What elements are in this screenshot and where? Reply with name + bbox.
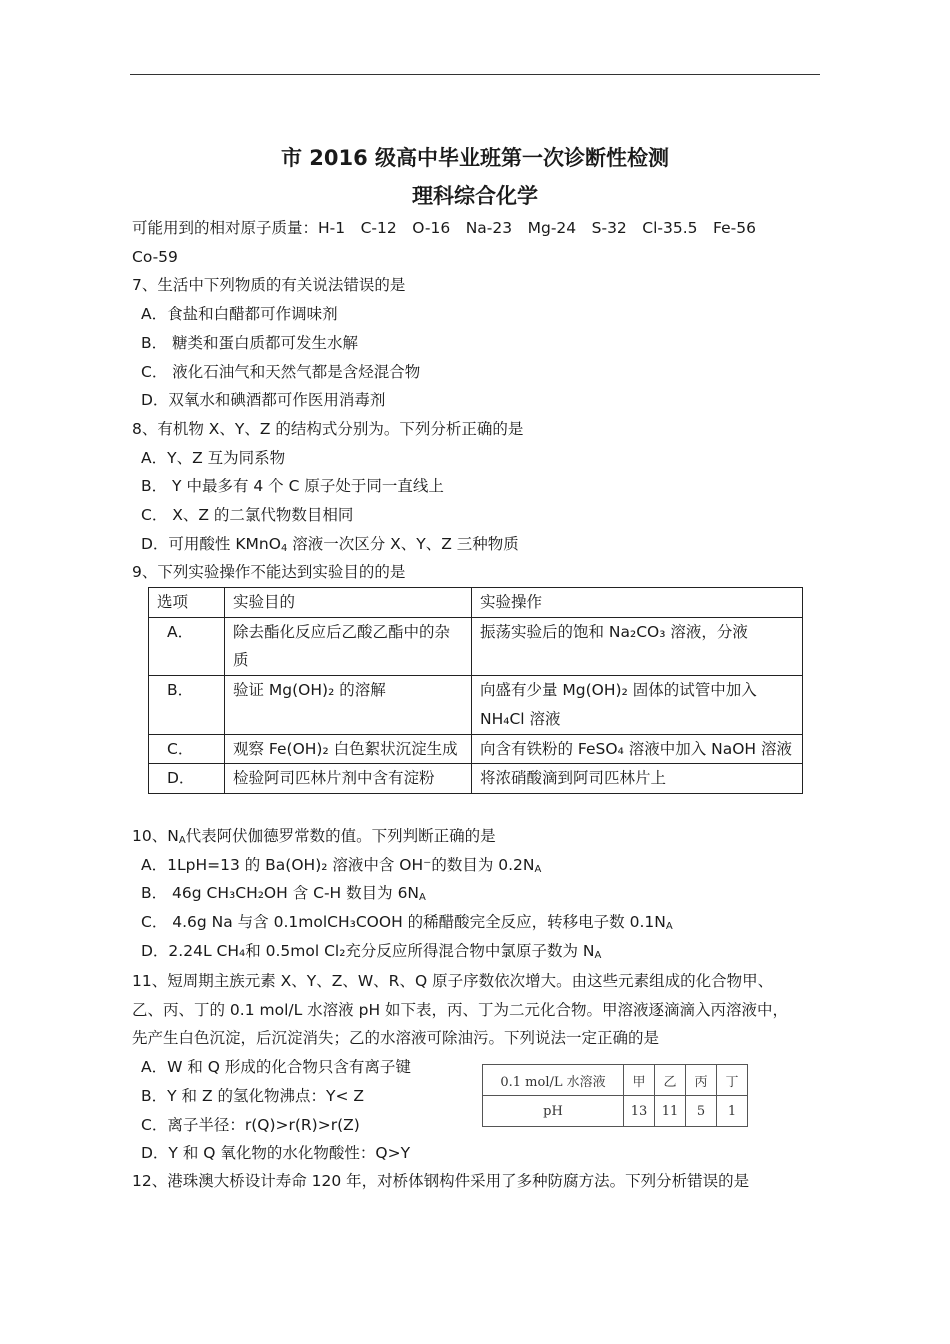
ph-table-header-row: [483, 1065, 748, 1096]
ph-table-row: [483, 1096, 748, 1127]
header-rule: [130, 74, 820, 75]
operation-cell: 振荡实验后的饱和 Na₂CO₃ 溶液，分液: [472, 617, 803, 675]
question-12-stem: 12、港珠澳大桥设计寿命 120 年，对桥体钢构件采用了多种防腐方法。下列分析错误的是: [132, 1172, 750, 1190]
table-row: [149, 676, 803, 734]
ph-value-cell: 1: [717, 1096, 748, 1127]
ph-value-cell: 11: [655, 1096, 686, 1127]
ph-header-cell: 甲: [624, 1065, 655, 1096]
operation-cell: 向含有铁粉的 FeSO₄ 溶液中加入 NaOH 溶液: [472, 734, 803, 764]
question-7-option-b: B． 糖类和蛋白质都可发生水解: [141, 333, 359, 352]
question-11-stem-line: 先产生白色沉淀，后沉淀消失；乙的水溶液可除油污。下列说法一定正确的是: [132, 1029, 660, 1048]
question-8-option-b: B． Y 中最多有 4 个 C 原子处于同一直线上: [141, 477, 444, 496]
question-10-option-c: [132, 908, 832, 937]
exam-content: [132, 214, 832, 587]
subscript: A: [178, 835, 186, 846]
ph-header-cell: 乙: [655, 1065, 686, 1096]
subscript: A: [419, 892, 426, 904]
experiment-table: [148, 587, 803, 794]
stem-text: 代表阿伏伽德罗常数的值。下列判断正确的是: [185, 827, 496, 845]
header-cell: 实验目的: [225, 588, 472, 618]
header-cell: 选项: [149, 588, 225, 618]
option-text: D．可用酸性 KMnO: [141, 534, 281, 553]
subscript: A: [665, 921, 673, 933]
option-text: B． 46g CH₃CH₂OH 含 C-H 数目为 6N: [141, 884, 420, 903]
ph-header-cell: 丙: [686, 1065, 717, 1096]
option-cell: C．: [149, 734, 225, 764]
option-cell: A．: [149, 617, 225, 675]
ph-header-cell: 丁: [717, 1065, 748, 1096]
subscript: A: [594, 949, 602, 961]
goal-cell: 除去酯化反应后乙酸乙酯中的杂质: [225, 617, 472, 675]
option-text: C． 4.6g Na 与含 0.1molCH₃COOH 的稀醋酸完全反应，转移电子数 0.1N: [141, 913, 666, 932]
operation-cell: 向盛有少量 Mg(OH)₂ 固体的试管中加入 NH₄Cl 溶液: [472, 676, 803, 734]
option-text: D．2.24L CH₄和 0.5mol Cl₂充分反应所得混合物中氯原子数为 N: [141, 941, 595, 960]
ph-table: [482, 1064, 748, 1127]
question-10-option-b: [132, 879, 832, 908]
table-row: [149, 734, 803, 764]
ph-value-cell: 5: [686, 1096, 717, 1127]
table-row: [149, 617, 803, 675]
subscript: A: [534, 863, 542, 875]
table-row: [149, 764, 803, 794]
question-10-option-d: [132, 937, 832, 966]
question-9-stem: 9、下列实验操作不能达到实验目的的是: [132, 563, 406, 582]
question-7-stem: 7、生活中下列物质的有关说法错误的是: [132, 276, 406, 295]
question-11-stem-line: 乙、丙、丁的 0.1 mol/L 水溶液 pH 如下表，丙、丁为二元化合物。甲溶液逐滴滴入丙溶液中，: [132, 1000, 789, 1019]
question-11-option-d: D．Y 和 Q 氧化物的水化物酸性：Q>Y: [141, 1144, 411, 1163]
ph-header-cell: 0.1 mol/L 水溶液: [483, 1065, 624, 1096]
question-8-stem: 8、有机物 X、Y、Z 的结构式分别为。下列分析正确的是: [132, 419, 524, 438]
question-11-option-a: A．W 和 Q 形成的化合物只含有离子键: [141, 1058, 411, 1077]
question-7-option-d: D．双氧水和碘酒都可作医用消毒剂: [141, 391, 386, 410]
goal-cell: 检验阿司匹林片剂中含有淀粉: [225, 764, 472, 794]
page-subtitle: 理科综合化学: [412, 184, 538, 208]
atomic-mass-line: 可能用到的相对原子质量：H-1 C-12 O-16 Na-23 Mg-24 S-32 Cl-35.5 Fe-56: [132, 219, 756, 237]
question-7-option-c: C． 液化石油气和天然气都是含烃混合物: [141, 362, 421, 381]
goal-cell: 观察 Fe(OH)₂ 白色絮状沉淀生成: [225, 734, 472, 764]
goal-cell: 验证 Mg(OH)₂ 的溶解: [225, 676, 472, 734]
question-11-option-b: B．Y 和 Z 的氢化物沸点：Y< Z: [141, 1086, 365, 1105]
option-cell: B．: [149, 676, 225, 734]
atomic-mass-line-2: Co-59: [132, 247, 178, 266]
option-text: A．1LpH=13 的 Ba(OH)₂ 溶液中含 OH⁻的数目为 0.2N: [141, 855, 535, 874]
stem-text: 10、N: [132, 827, 179, 845]
question-7-option-a: A．食盐和白醋都可作调味剂: [141, 305, 338, 324]
question-8-option-a: A．Y、Z 互为同系物: [141, 448, 286, 467]
subscript: 4: [280, 542, 288, 554]
operation-cell: 将浓硝酸滴到阿司匹林片上: [472, 764, 803, 794]
ph-value-cell: 13: [624, 1096, 655, 1127]
question-8-option-d: [132, 530, 832, 559]
option-cell: D．: [149, 764, 225, 794]
question-11-option-c: C．离子半径：r(Q)>r(R)>r(Z): [141, 1115, 360, 1134]
question-8-option-c: C． X、Z 的二氯代物数目相同: [141, 506, 354, 525]
header-cell: 实验操作: [472, 588, 803, 618]
table-header-row: [149, 588, 803, 618]
question-10-stem: [132, 822, 832, 851]
option-text: 溶液一次区分 X、Y、Z 三种物质: [287, 534, 519, 553]
page-title: 市 2016 级高中毕业班第一次诊断性检测: [280, 146, 670, 170]
question-11-stem-line: 11、短周期主族元素 X、Y、Z、W、R、Q 原子序数依次增大。由这些元素组成的化合物甲、: [132, 972, 774, 990]
question-10-block: [132, 822, 832, 966]
question-10-option-a: [132, 851, 832, 880]
ph-label-cell: pH: [483, 1096, 624, 1127]
